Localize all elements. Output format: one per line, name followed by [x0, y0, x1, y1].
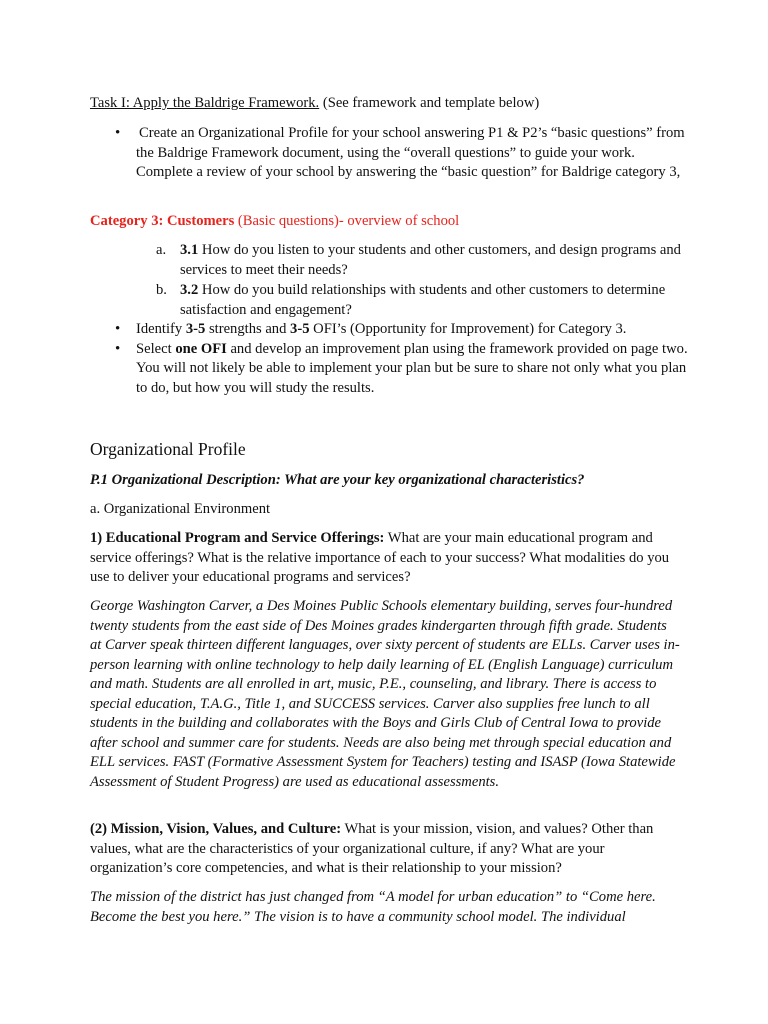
sub-item-a — [90, 241, 685, 280]
category-title: Category 3: Customers — [90, 213, 235, 229]
bullet-bold: 3-5 — [185, 321, 206, 337]
task-label: Task I: Apply the Baldrige Framework. — [90, 95, 320, 111]
profile-heading: Organizational Profile — [90, 439, 246, 459]
sub-item-marker: a. — [156, 242, 167, 258]
category-heading — [90, 212, 680, 232]
sub-item-number: 3.2 — [180, 282, 199, 298]
question-2-title: (2) Mission, Vision, Values, and Culture: — [90, 821, 342, 837]
strengths-bullet — [90, 320, 690, 340]
p1-heading: P.1 Organizational Description: What are your key organizational characteristics? — [90, 472, 585, 488]
answer-1: George Washington Carver, a Des Moines Public Schools elementary building, serves four-hundred twenty students from the east side of Des Moines grades kindergarten through fifth grade. Students at Carver speak thirteen different languages, over sixty percent of students are ELLs. Carver uses in-person learning with online technology to help daily learning of EL (English Language) curriculum and math. Students are all enrolled in art, music, P.E., counseling, and library. There is access to special education, T.A.G., Title 1, and SUCCESS services. Carver also supplies free lunch to all students in the building and collaborates with the Boys and Girls Club of Central Iowa to provide after school and summer care for students. Needs are also being met through special education and ELL services. FAST (Formative Assessment System for Teachers) testing and ISASP (Iowa Statewide Assessment of Student Progress) are used as educational assessments. — [90, 598, 680, 790]
task-bullet-list — [90, 320, 690, 398]
question-1 — [90, 529, 680, 588]
org-environment-label: a. Organizational Environment — [90, 501, 271, 517]
task-line — [90, 94, 680, 114]
answer-2: The mission of the district has just changed from “A model for urban education” to “Come here. Become the best you here.” The vision is to have a community school model. The individual — [90, 889, 656, 925]
sub-item-text: How do you build relationships with students and other customers to determine satisfaction and engagement? — [180, 282, 666, 318]
bullet-bold: 3-5 — [290, 321, 310, 337]
bullet-text: Identify — [136, 321, 186, 337]
sub-item-b — [90, 281, 685, 320]
task-note: (See framework and template below) — [319, 95, 540, 111]
bullet-text: strengths and — [205, 321, 291, 337]
bullet-bold: one OFI — [175, 340, 227, 357]
category-subtitle: (Basic questions)- overview of school — [234, 213, 460, 229]
intro-bullet — [90, 124, 690, 183]
intro-bullet-list — [90, 124, 690, 183]
question-1-title: 1) Educational Program and Service Offerings: — [90, 530, 385, 546]
bullet-text: OFI’s (Opportunity for Improvement) for Category 3. — [309, 321, 627, 337]
sub-item-text: How do you listen to your students and other customers, and design programs and services to meet their needs? — [180, 242, 681, 278]
ofi-bullet — [90, 340, 690, 399]
bullet-text: Select — [136, 340, 176, 357]
intro-bullet-text: Create an Organizational Profile for your school answering P1 & P2’s “basic questions” from the Baldrige Framework document, using the “overall questions” to guide your work. Complete a review of your school by answering the “basic question” for Baldrige category 3, — [136, 125, 685, 180]
question-1-text: What are your main educational program and service offerings? What is the relative importance of each to your success? What modalities do you use to deliver your educational programs and services? — [90, 530, 670, 585]
sub-item-number: 3.1 — [180, 242, 199, 258]
bullet-text: and develop an improvement plan using the framework provided on page two. You will not likely be able to implement your plan but be sure to share not only what you plan to do, but how you will study the results. — [136, 340, 688, 396]
sub-item-marker: b. — [156, 282, 167, 298]
question-2-text: What is your mission, vision, and values? Other than values, what are the characteristics of your organizational culture, if any? What are your organization’s core competencies, and what is their relationship to your mission? — [90, 821, 654, 876]
category-sub-list — [90, 241, 685, 320]
question-2 — [90, 820, 680, 879]
